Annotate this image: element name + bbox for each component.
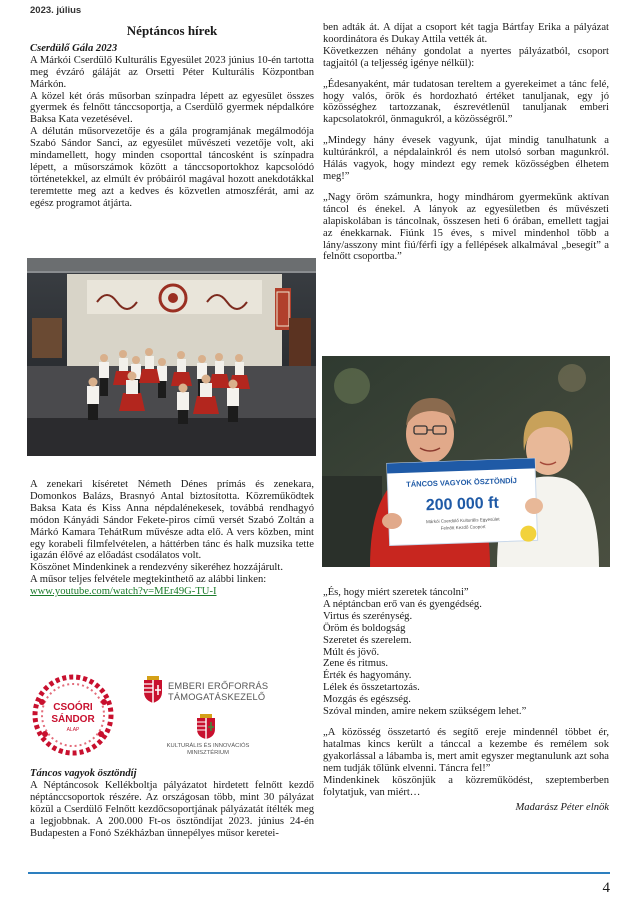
footer-rule [28,872,610,874]
page-number: 4 [602,880,610,896]
poem-line: Szeretet és szerelem. [323,634,412,646]
ministry-line1: KULTURÁLIS ÉS INNOVÁCIÓS [166,743,250,749]
poem-line: Múlt és jövő. [323,646,380,658]
poem-line: Érték és hagyomány. [323,670,412,682]
paragraph: ben adták át. A díjat a csoport két tagja Bártfay Erika a pályázat koordinátora és Dukay Attila vették át. [323,22,609,45]
paragraph: Következzen néhány gondolat a nyertes pályázatból, csoport tagjaitól (a teljesség igénye nélkül): [323,45,609,69]
paragraph: A délután műsorvezetője és a gála programjának megálmodója Szabó Sándor Sanci, az egyesület művészeti vezetője volt, aki mindamellett, hogy minden csoporttal táncosként is színpadra lépett, a műsorszámok között a tánccsoportokhoz kapcsolódó történetekkel, az elmúlt év próbáiról magával hozott anekdotákkal teremtette meg azt a kedves és közvetlen atmoszférát, ami az egész programot átjárta. [30,126,314,209]
section-title-scholarship: Táncos vagyok ösztöndíj [30,768,137,779]
csoori-line3: ALAP [66,727,80,733]
left-column [30,22,314,210]
hungarian-crest-icon [142,676,164,704]
emet-line2: TÁMOGATÁSKEZELŐ [168,692,266,702]
sponsor-logos [30,672,314,764]
poem-line: Lélek és összetartozás. [323,682,420,694]
ministry-line2: MINISZTÉRIUM [187,750,229,756]
cheque-heading: TÁNCOS VAGYOK ÖSZTÖNDÍJ [406,476,518,489]
poem-line: „És, hogy miért szeretek táncolni” [323,587,469,598]
paragraph: A Néptáncosok Kellékboltja pályázatot hirdetett felnőtt kezdő néptánccsoportok részére. Az országosan több, mint 30 pályázat közül a Cserdülő Felnőtt kezdőcsoportjának pályázatát ítélték meg a legjobbnak. A 200.000 Ft-os ösztöndíjat 2023. június 24-én Budapesten a Fonó Székházban ünnepélyes műsor keretei- [30,779,314,839]
poem-line: Mozgás és egészség. [323,694,411,706]
signature: Madarász Péter elnök [515,802,609,814]
section-title-gala: Cserdülő Gála 2023 [30,42,118,54]
page-title: Néptáncos hírek [126,23,218,38]
award-illustration [322,356,610,567]
emet-line1: EMBERI ERŐFORRÁS [168,681,269,691]
left-column-bottom [30,768,314,839]
left-column-lower [30,479,314,598]
csoori-sandor-logo [30,672,116,758]
issue-date: 2023. július [30,5,82,16]
youtube-link[interactable]: www.youtube.com/watch?v=MEr49G-TU-I [30,586,217,598]
right-column [323,22,609,263]
quote: „Nagy öröm számunkra, hogy mindhárom gyermekünk aktívan táncol és énekel. A lányok az egyesületben és művészeti alapiskolában is táncolnak, összesen heti 6 órában, emellett tagjai az énekkarnak. Fiúnk 15 éves, s mivel mindenhol több a lány/asszony mint fiú/férfi így a fellépések alkalmával „besegít” a felnőtt csoportba.” [323,191,609,263]
stage-dance-illustration [27,258,316,456]
quote: „Édesanyaként, már tudatosan tereltem a gyerekeimet a tánc felé, hogy valós, örök és hordozható értéket tanuljanak, egy jó közösséghez tartozzanak, észrevétlenül tanuljanak emberi kapcsolatokról, önmagukról, a közösségről.” [323,78,609,126]
quote: „Mindegy hány évesek vagyunk, újat mindig tanulhatunk a kultúránkról, a népdalainkról és nem utolsó sorban magunkról. Hálás vagyok, hogy mindezt egy remek közösségben élhetem meg!” [323,135,609,182]
paragraph: A Márkói Cserdülő Kulturális Egyesület 2023 június 10-én tartotta meg évzáró gáláját az Orsetti Péter Kulturális Központban Márkón. [30,54,314,90]
poem-line: Zene és ritmus. [323,658,389,670]
cheque-amount: 200 000 ft [425,494,500,515]
cheque-line1: Márkói Cserdülő Kulturális Egyesület [426,516,500,525]
paragraph: A közel két órás műsorban színpadra lépett az egyesület összes gyermek és felnőtt tánccsoportja, a Cserdülő gyermek népdalkóre Baksa Kata vezetésével. [30,90,314,126]
csoori-line1: CSOÓRI [53,702,93,713]
poem-line: Virtus és szerénység. [323,610,413,622]
award-photo [322,356,610,567]
quote: „A közösség összetartó és segítő ereje mindennél többet ér, hatalmas kincs került a tánccal a kezembe és remélem sok gyakorlással a lábamba is, mert amit egyszer megtanulunk azt soha nem tudják tőlünk elvenni. Táncra fel!” [323,726,609,774]
cheque-line2: Felnőtt Kezdő Csoport [440,524,486,531]
paragraph: Köszönet Mindenkinek a rendezvény sikeréhez hozzájárult. [30,562,283,574]
poem-line: A néptáncban erő van és gyengédség. [323,598,482,610]
ministry-crest-icon [196,714,216,740]
stage-dance-photo [27,258,316,456]
paragraph: Mindenkinek köszönjük a közreműködést, szeptemberben folytatjuk, van miért… [323,774,609,798]
poem-line: Szóval minden, amire nekem szükségem lehet.” [323,706,527,718]
poem [323,587,609,718]
right-column-lower [323,587,609,814]
paragraph: A műsor teljes felvétele megtekinthető az alábbi linken: [30,574,267,586]
paragraph: A zenekari kíséretet Németh Dénes prímás és zenekara, Domonkos Balázs, Brasnyó Antal biztosította. Közreműködtek Baksa Kata és Kiss Anna népdalénekesek, továbbá rendhagyó módon Kányádi Sándor Fekete-piros című versét Szabó Zoltán a Márkó Kamara TehátRum művésze adta elő. A vers közben, mint egy korabeli filmfelvételen, a háttérben tánc és halk muzsika tette igazán élővé az előadást csodálatos volt. [30,479,314,562]
poem-line: Öröm és boldogság [323,622,406,634]
csoori-line2: SÁNDOR [51,714,95,725]
